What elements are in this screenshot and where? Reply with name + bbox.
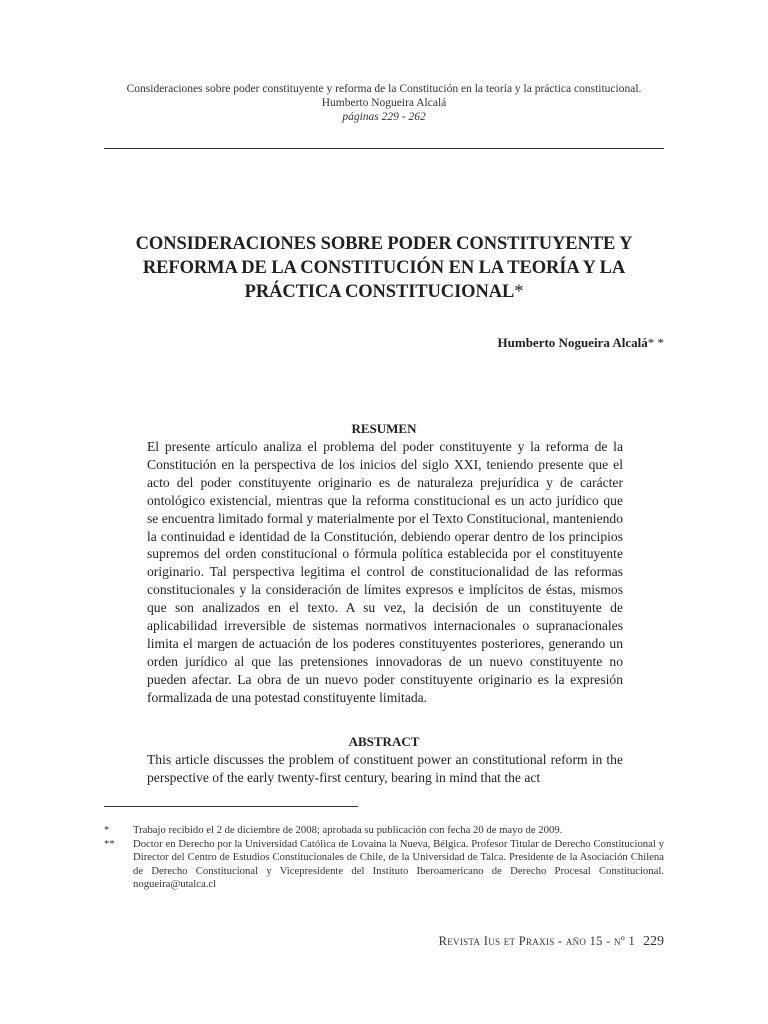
header-divider <box>104 148 664 149</box>
journal-name: Revista Ius et Praxis - año 15 - nº 1 <box>438 934 635 948</box>
resumen-heading: RESUMEN <box>351 421 417 436</box>
title-footnote-mark: * <box>514 282 524 302</box>
header-title: Consideraciones sobre poder constituyente y reforma de la Constitución en la teoría y la práctica constitucional. <box>126 83 642 95</box>
footnote-text: Doctor en Derecho por la Universidad Católica de Lovaina la Nueva, Bélgica. Profesor Titular de Derecho Constitucional y Director del Centro de Estudios Constitucionales de Chile, de la Universidad de Talca. Presidente de la Asociación Chilena de Derecho Constitucional y Vicepresidente del Instituto Iberoamericano de Derecho Procesal Constitucional. nogueira@utalca.cl <box>133 837 664 891</box>
resumen-text: El presente artículo analiza el problema del poder constituyente y la reforma de la Constitución en la perspectiva de los inicios del siglo XXI, teniendo presente que el acto del poder constituyente originario es de naturaleza prejurídica y de carácter ontológico existencial, mientras que la reforma constitucional es un acto jurídico que se encuentra limitado formal y materialmente por el Texto Constitucional, manteniendo la continuidad e identidad de la Constitución, debiendo operar dentro de los principios supremos del orden constitucional o fórmula política establecida por el constituyente originario. Tal perspectiva legitima el control de constitucionalidad de las reformas constitucionales y la consideración de límites expresos e implícitos de éstas, mismos que son analizados en el texto. A su vez, la decisión de un constituyente de aplicabilidad irreversible de sistemas normativos internacionales o supranacionales limita el margen de actuación de los poderes constituyentes posteriores, generando un orden jurídico al que las pretensiones innovadoras de un nuevo constituyente no pueden afectar. La obra de un nuevo poder constituyente originario es la expresión formalizada de una potestad constituyente limitada. <box>147 439 623 705</box>
abstract-text: This article discusses the problem of constituent power an constitutional reform in the perspective of the early twenty-first century, bearing in mind that the act <box>147 752 623 785</box>
author-footnote-mark: * * <box>647 335 664 350</box>
page-number: 229 <box>643 934 664 949</box>
article-title-text: CONSIDERACIONES SOBRE PODER CONSTITUYENTE Y REFORMA DE LA CONSTITUCIÓN EN LA TEORÍA Y LA PRÁCTICA CONSTITUCIONAL <box>135 234 633 302</box>
article-author <box>104 335 664 351</box>
author-name: Humberto Nogueira Alcalá <box>497 335 648 350</box>
abstract-heading: ABSTRACT <box>348 734 420 749</box>
footnote-mark: ** <box>104 837 115 850</box>
running-header <box>104 82 664 124</box>
footnote-divider <box>104 806 358 807</box>
footnote <box>104 838 664 892</box>
footnote <box>104 824 664 838</box>
footnote-text: Trabajo recibido el 2 de diciembre de 2008; aprobada su publicación con fecha 20 de mayo de 2009. <box>133 824 563 836</box>
header-author: Humberto Nogueira Alcalá <box>321 97 447 109</box>
article-title <box>104 232 664 304</box>
page-footer <box>439 934 664 950</box>
footnote-mark: * <box>104 824 110 836</box>
footnotes <box>104 824 664 892</box>
header-pages: páginas 229 - 262 <box>342 111 426 123</box>
